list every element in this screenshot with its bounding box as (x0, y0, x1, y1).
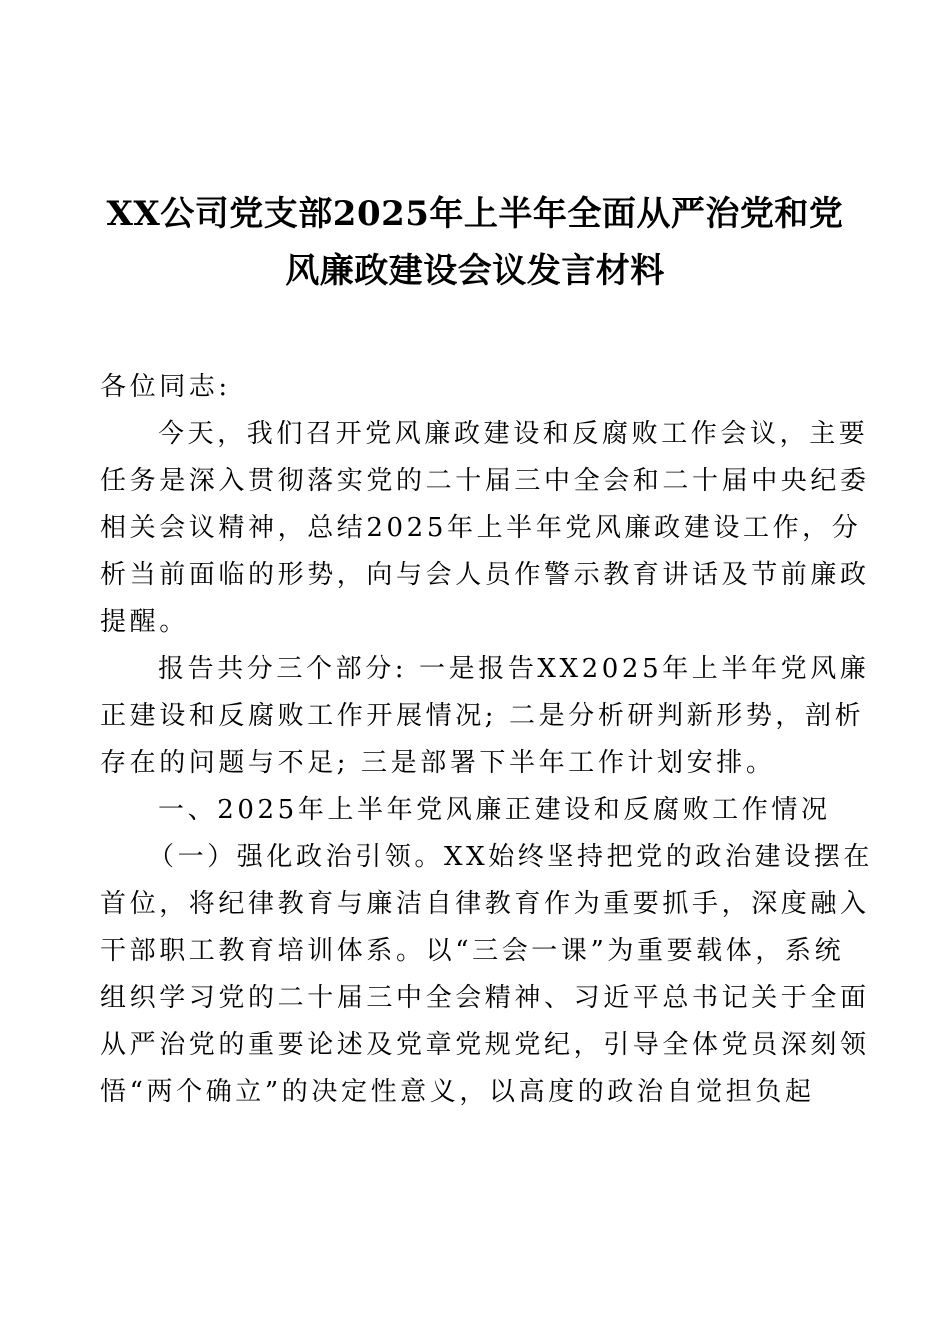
paragraph-line: 提醒。 (100, 607, 189, 637)
paragraph-line: 存在的问题与不足; 三是部署下半年工作计划安排。 (100, 748, 776, 778)
paragraph-line: 干部职工教育培训体系。以“三会一课”为重要载体，系统 (100, 936, 845, 966)
paragraph-line: 任务是深入贯彻落实党的二十届三中全会和二十届中央纪委 (100, 466, 870, 496)
paragraph-line: 析当前面临的形势，向与会人员作警示教育讲话及节前廉政 (100, 560, 870, 590)
title-line-2: 风廉政建设会议发言材料 (285, 251, 665, 291)
paragraph-line: 悟“两个确立”的决定性意义，以高度的政治自觉担负起 (100, 1077, 815, 1107)
paragraph-line: 组织学习党的二十届三中全会精神、习近平总书记关于全面 (100, 983, 870, 1013)
paragraph-line: 相关会议精神，总结2025年上半年党风廉政建设工作，分 (100, 513, 862, 543)
paragraph-line: 首位，将纪律教育与廉洁自律教育作为重要抓手，深度融入 (100, 889, 870, 919)
paragraph-line: 从严治党的重要论述及党章党规党纪，引导全体党员深刻领 (100, 1030, 870, 1060)
title-line-1: XX公司党支部2025年上半年全面从严治党和党 (106, 194, 844, 234)
paragraph-line: 报告共分三个部分: 一是报告XX2025年上半年党风廉 (158, 654, 870, 684)
paragraph-line: （一）强化政治引领。XX始终坚持把党的政治建设摆在 (148, 842, 874, 872)
paragraph-line: 今天，我们召开党风廉政建设和反腐败工作会议，主要 (158, 419, 869, 449)
paragraph-line: 正建设和反腐败工作开展情况; 二是分析研判新形势，剖析 (100, 701, 865, 731)
section-heading: 一、2025年上半年党风廉正建设和反腐败工作情况 (158, 795, 831, 825)
document-title (100, 186, 850, 300)
salutation: 各位同志: (100, 372, 231, 402)
document-body (100, 364, 874, 1116)
